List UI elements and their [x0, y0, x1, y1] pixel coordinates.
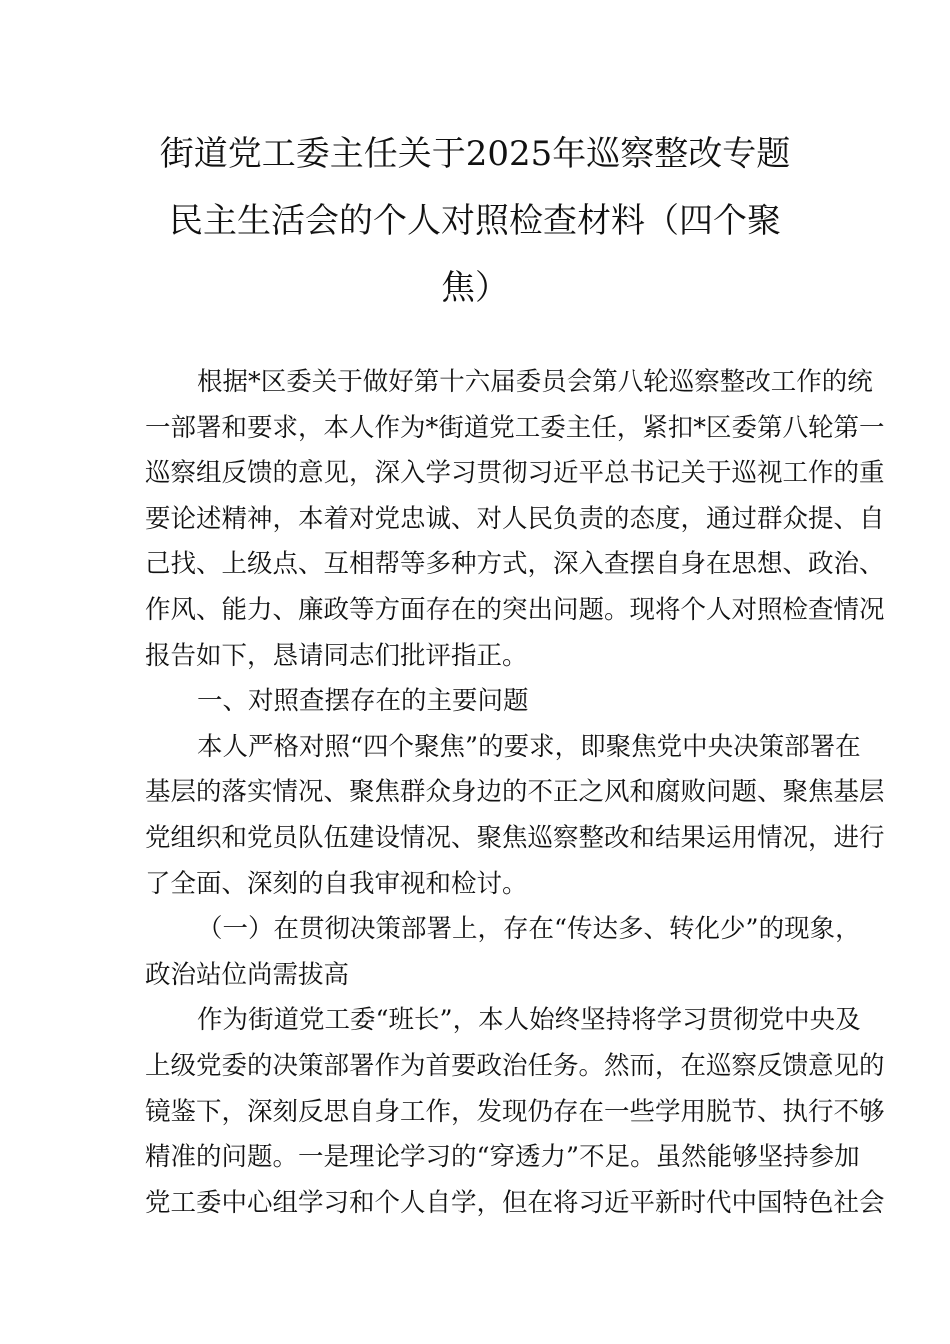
- text-line: 党组织和党员队伍建设情况、聚焦巡察整改和结果运用情况，进行: [145, 822, 885, 853]
- paragraph: [145, 725, 885, 907]
- text-line: 巡察组反馈的意见，深入学习贯彻习近平总书记关于巡视工作的重: [145, 458, 885, 489]
- title-line: 街道党工委主任关于2025年巡察整改专题: [159, 134, 791, 174]
- text-line: 作为街道党工委“班长”，本人始终坚持将学习贯彻党中央及: [197, 1005, 861, 1036]
- text-line: （一）在贯彻决策部署上，存在“传达多、转化少”的现象，: [197, 914, 861, 945]
- title-line: 焦）: [441, 268, 509, 308]
- text-line: 根据*区委关于做好第十六届委员会第八轮巡察整改工作的统: [197, 367, 873, 397]
- document-body: [145, 360, 885, 1226]
- paragraph: [145, 360, 885, 679]
- text-line: 一、对照查摆存在的主要问题: [197, 686, 529, 717]
- text-line: 作风、能力、廉政等方面存在的突出问题。现将个人对照检查情况: [145, 594, 885, 625]
- text-line: 报告如下，恳请同志们批评指正。: [145, 640, 528, 671]
- text-line: 基层的落实情况、聚焦群众身边的不正之风和腐败问题、聚焦基层: [145, 777, 885, 808]
- paragraph: [145, 907, 861, 998]
- paragraph: [145, 679, 805, 725]
- text-line: 了全面、深刻的自我审视和检讨。: [145, 868, 528, 899]
- text-line: 精准的问题。一是理论学习的“穿透力”不足。虽然能够坚持参加: [145, 1142, 860, 1173]
- text-line: 镜鉴下，深刻反思自身工作，发现仍存在一些学用脱节、执行不够: [145, 1096, 885, 1127]
- document-title: [140, 121, 810, 322]
- paragraph: [145, 998, 885, 1226]
- text-line: 要论述精神，本着对党忠诚、对人民负责的态度，通过群众提、自: [145, 503, 885, 534]
- text-line: 政治站位尚需拔高: [145, 959, 350, 990]
- text-line: 党工委中心组学习和个人自学，但在将习近平新时代中国特色社会: [145, 1187, 885, 1218]
- text-line: 一部署和要求，本人作为*街道党工委主任，紧扣*区委第八轮第一: [145, 412, 885, 443]
- title-line: 民主生活会的个人对照检查材料（四个聚: [169, 201, 781, 241]
- text-line: 本人严格对照“四个聚焦”的要求，即聚焦党中央决策部署在: [197, 731, 861, 762]
- text-line: 上级党委的决策部署作为首要政治任务。然而，在巡察反馈意见的: [145, 1050, 885, 1081]
- text-line: 己找、上级点、互相帮等多种方式，深入查摆自身在思想、政治、: [145, 549, 885, 580]
